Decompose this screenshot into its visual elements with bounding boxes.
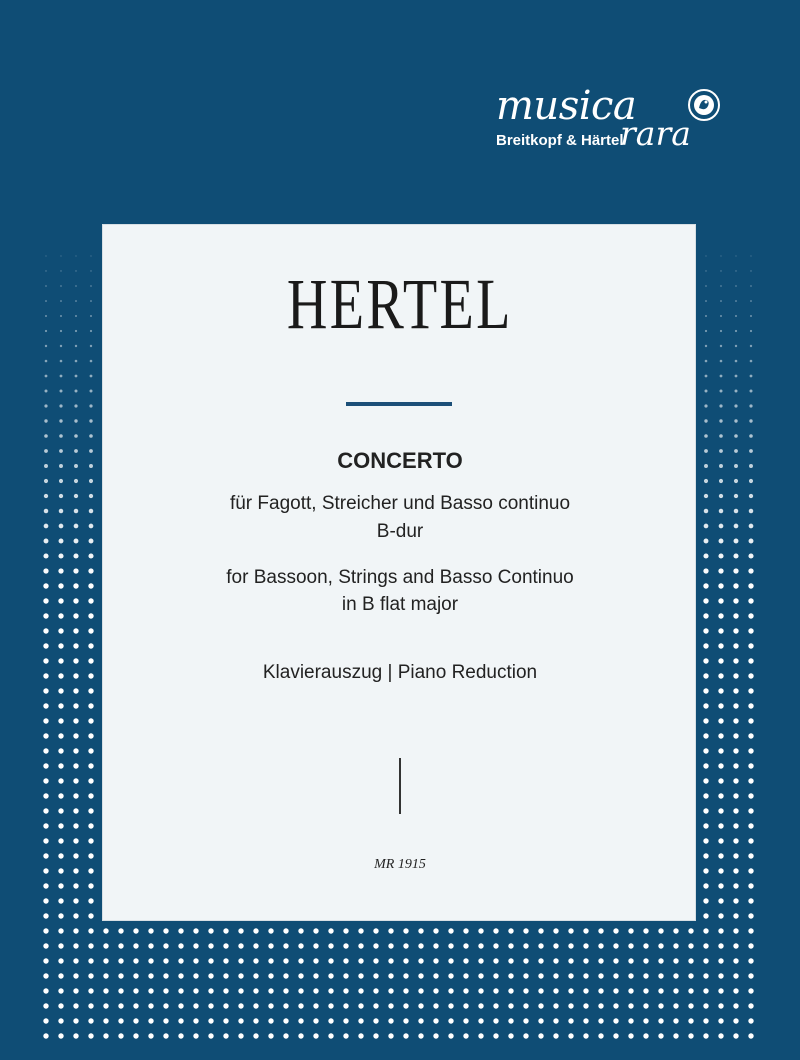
- work-title: CONCERTO: [337, 448, 463, 473]
- german-key: B-dur: [376, 521, 424, 542]
- publisher-seal-icon: [687, 88, 721, 122]
- logo-word-musica: musica: [496, 83, 637, 129]
- composer-name: HERTEL: [287, 264, 513, 344]
- vertical-ornament-line: [399, 758, 401, 814]
- title-divider: [346, 402, 452, 406]
- english-instrumentation: for Bassoon, Strings and Basso Continuo: [226, 567, 574, 588]
- english-key: in B flat major: [341, 594, 459, 615]
- publisher-logo: [492, 83, 732, 166]
- logo-word-rara: rara: [620, 114, 691, 153]
- german-instrumentation: für Fagott, Streicher und Basso continuo: [229, 493, 571, 514]
- logo-subtitle: Breitkopf & Härtel: [496, 132, 624, 149]
- catalog-number: MR 1915: [374, 857, 426, 872]
- edition-type: Klavierauszug | Piano Reduction: [262, 662, 538, 683]
